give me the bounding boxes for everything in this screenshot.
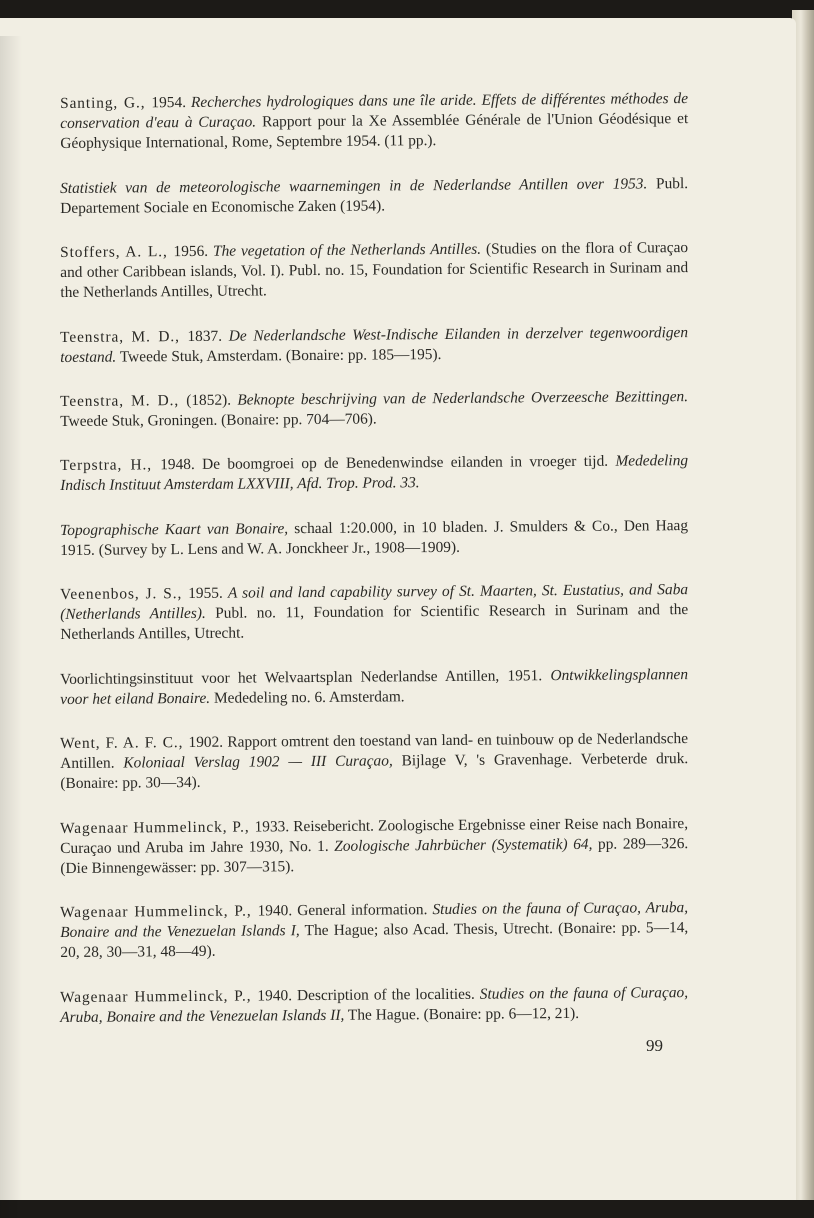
entry-author: Teenstra, M. D.,: [60, 392, 187, 411]
bibliography-entry: [60, 174, 688, 219]
bibliography-entry: [60, 899, 688, 965]
bibliography-entry: [60, 89, 688, 155]
entry-author: Wagenaar Hummelinck, P.,: [60, 818, 255, 837]
entry-author: Wagenaar Hummelinck, P.,: [60, 987, 258, 1007]
entry-year: (1852).: [186, 391, 238, 410]
bibliography-entry: [60, 516, 688, 561]
entry-details: De boomgroei op de Benedenwindse eilanden in vroeger tijd.: [202, 453, 616, 474]
entry-author: Veenenbos, J. S.,: [60, 585, 189, 604]
entry-year: 1955.: [188, 584, 228, 603]
bibliography-entry: [60, 580, 688, 646]
entry-journal: Zoologische Jahrbücher (Systematik) 64,: [334, 835, 593, 855]
entry-year: 1940.: [257, 902, 298, 920]
entry-details: schaal 1:20.000, in 10 bladen. J. Smulders & Co., Den Haag 1915. (Survey by L. Lens and W. A. Jonckheer Jr., 1908—1909).: [60, 516, 689, 560]
entry-author: Wagenaar Hummelinck, P.,: [60, 902, 258, 922]
bibliography-entry: [60, 323, 688, 368]
bibliography-entry: [60, 387, 688, 432]
entry-year: 1933.: [254, 818, 294, 836]
entry-details: Tweede Stuk, Groningen. (Bonaire: pp. 704—706).: [60, 410, 377, 431]
bibliography-entry: [60, 665, 688, 710]
entry-details: Publ. no. 11, Foundation for Scientific Research in Surinam and the Netherlands Antilles, Utrecht.: [60, 601, 689, 644]
entry-details-end: The Hague; also Acad. Thesis, Utrecht. (Bonaire: pp. 5—14, 20, 28, 30—31, 48—49).: [60, 919, 689, 962]
entry-details-end: Bijlage V, 's Gravenhage. Verbeterde druk. (Bonaire: pp. 30—34).: [60, 750, 689, 793]
entry-details: Rapport pour la Xe Assemblée Générale de l'Union Géodésique et Géophysique International, Rome, Septembre 1954. (11 pp.).: [60, 110, 689, 153]
entry-details: General information.: [297, 901, 433, 920]
entry-details: Description of the localities.: [296, 985, 480, 1005]
entry-journal: Koloniaal Verslag 1902 — III Curaçao,: [123, 752, 393, 772]
entry-year: 1902.: [188, 733, 228, 752]
bibliography-entry: [60, 814, 688, 880]
entry-author: Teenstra, M. D.,: [60, 327, 188, 346]
entry-author: Santing, G.,: [60, 94, 152, 112]
entry-details: Rapport omtrent den toestand van land- en tuinbouw op de Nederlandsche Antillen.: [60, 730, 689, 773]
entry-details: Reisebericht. Zoologische Ergebnisse einer Reise nach Bonaire, Curaçao und Aruba im Jahre 1930, No. 1.: [60, 814, 689, 858]
entry-title: Statistiek van de meteorologische waarnemingen in de Nederlandse Antillen over 1953.: [60, 174, 648, 197]
bibliography-entry: [60, 238, 688, 304]
entry-author: Went, F. A. F. C.,: [60, 734, 189, 753]
entry-details: (Studies on the flora of Curaçao and other Caribbean islands, Vol. I). Publ. no. 15, Foundation for Scientific Research in Surinam and the Netherlands Antilles, Utrecht.: [60, 239, 689, 302]
entry-title: Topographische Kaart van Bonaire,: [60, 520, 289, 539]
entry-journal: Studies on the fauna of Curaçao, Aruba, Bonaire and the Venezuelan Islands I,: [60, 899, 689, 942]
entry-title: Ontwikkelingsplannen voor het eiland Bonaire.: [60, 665, 689, 709]
bibliography-entry: [60, 983, 688, 1028]
entry-year: 1948.: [160, 456, 203, 474]
bibliography-entry: [60, 729, 688, 795]
entry-title: A soil and land capability survey of St. Maarten, St. Eustatius, and Saba (Netherlands Antilles).: [60, 581, 689, 624]
entry-journal: Studies on the fauna of Curaçao, Aruba, Bonaire and the Venezuelan Islands II,: [60, 984, 689, 1027]
entry-title: Beknopte beschrijving van de Nederlandsche Overzeesche Bezittingen.: [237, 388, 689, 409]
entry-details: Tweede Stuk, Amsterdam. (Bonaire: pp. 185—195).: [116, 345, 442, 366]
page-number: 99: [646, 1036, 663, 1055]
entry-details-end: Mededeling no. 6. Amsterdam.: [210, 688, 405, 707]
gutter-shadow: [0, 36, 22, 1218]
entry-year: 1956.: [173, 242, 214, 261]
entry-journal: Mededeling Indisch Instituut Amsterdam LXXVIII, Afd. Trop. Prod. 33.: [60, 452, 689, 495]
entry-details-end: The Hague. (Bonaire: pp. 6—12, 21).: [344, 1005, 580, 1025]
entry-title: Recherches hydrologiques dans une île aride. Effets de différentes méthodes de conservation d'eau à Curaçao.: [60, 90, 689, 133]
bibliography-entry: [60, 452, 688, 497]
entry-author: Terpstra, H.,: [60, 456, 161, 475]
entry-details: Voorlichtingsinstituut voor het Welvaartsplan Nederlandse Antillen, 1951.: [60, 667, 551, 688]
entry-details: Publ. Departement Sociale en Economische Zaken (1954).: [60, 174, 689, 217]
entry-year: 1837.: [187, 327, 229, 345]
entry-author: Stoffers, A. L.,: [60, 243, 174, 262]
bibliography-list: [60, 90, 689, 1053]
entry-details-end: pp. 289—326. (Die Binnengewässer: pp. 307—315).: [60, 835, 689, 878]
entry-year: 1954.: [151, 93, 192, 112]
entry-title: De Nederlandsche West-Indische Eilanden in derzelver tegenwoordigen toestand.: [60, 323, 689, 366]
entry-year: 1940.: [257, 987, 298, 1005]
entry-title: The vegetation of the Netherlands Antilles.: [212, 240, 482, 260]
